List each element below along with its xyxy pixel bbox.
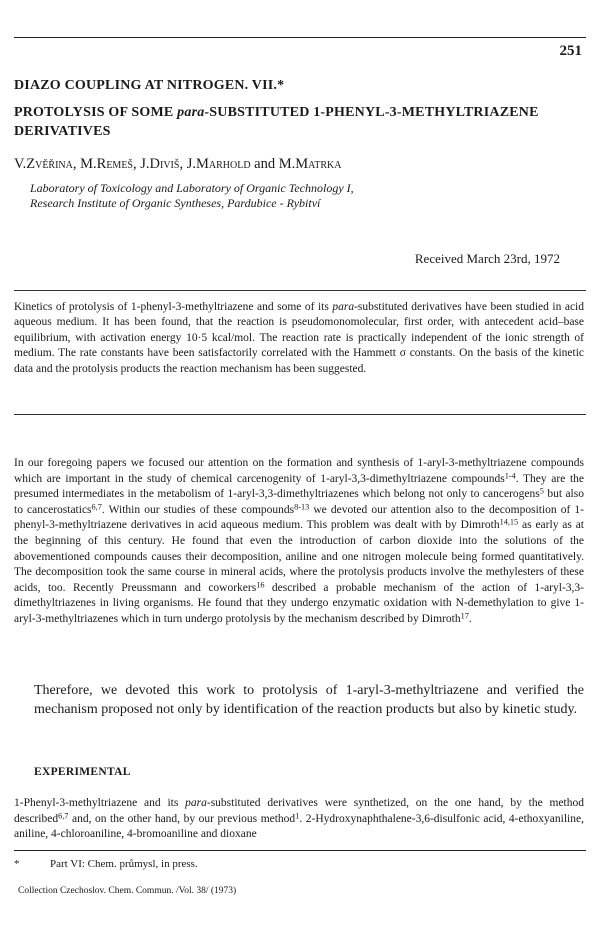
footnote-rule bbox=[14, 850, 586, 851]
header-rule bbox=[14, 37, 586, 38]
title-text-italic: para bbox=[177, 105, 205, 120]
author-4: J.Marhold bbox=[186, 156, 251, 172]
article-title-line-1: DIAZO COUPLING AT NITROGEN. VII.* bbox=[14, 78, 285, 93]
footnote-text: Part VI: Chem. průmysl, in press. bbox=[50, 858, 198, 870]
author-1: V.Zvěřina bbox=[14, 156, 73, 172]
footnote-mark: * bbox=[14, 858, 20, 870]
page-number: 251 bbox=[559, 43, 582, 59]
introduction-paragraph: In our foregoing papers we focused our attention on the formation and synthesis of 1-aryl-3-methyltriazene compounds which are important in the study of chemical carcenogenity of 1-aryl-3,3-dimethyltriazene compounds$^{1-4}$. They are the presumed intermediates in the metabolism of 1-aryl-3,3-dimethyltriazenes which belong not only to cancerogens$^5$ but also to cancerostatics$^{6,7}$. Within our studies of these compounds$^{8-13}$ we devoted our attention also to the decomposition of 1-phenyl-3-methyltriazene derivatives in acid aqueous medium. This problem was dealt with by Dimroth$^{14,15}$ as early as at the beginning of this century. He found that even the introduction of carbon dioxide into the solutions of the abovementioned compounds causes their decomposition, aniline and one nitrogen molecule being formed quantitatively. The decomposition took the same course in mineral acids, where the protolysis products involve the methylesters of these acids, too. Recently Preussmann and coworkers$^{16}$ described a probable mechanism of the action of 1-aryl-3,3-dimethyltriazenes in living organisms. He found that they undergo enzymatic oxidation with N-demethylation to give 1-aryl-3-methyltriazenes which in turn undergo protolysis by the mechanism described by Dimroth$^{17}$. bbox=[14, 457, 585, 625]
author-2: M.Remeš bbox=[80, 156, 133, 172]
received-date: Received March 23rd, 1972 bbox=[414, 251, 560, 266]
journal-citation: Collection Czechoslov. Chem. Commun. /Vol. 38/ (1973) bbox=[18, 886, 237, 896]
abstract: Kinetics of protolysis of 1-phenyl-3-methyltriazene and some of its para-substituted derivatives have been studied in acid aqueous medium. It has been found, that the reaction is pseudomonomolecular, first order, with antecedent acid–base equilibrium, with activation energy 10·5 kcal/mol. The reaction rate is practically independent of the ionic strength of medium. The rate constants have been satisfactorily correlated with the Hammett σ constants. On the basis of the kinetic data and the protolysis products the reaction mechanism has been suggested. bbox=[14, 301, 584, 375]
title-text-post: -SUBSTITUTED 1-PHENYL-3-METHYLTRIAZENE DERIVATIVES bbox=[14, 105, 539, 139]
section-heading-experimental: EXPERIMENTAL bbox=[34, 766, 131, 778]
experimental-paragraph: 1-Phenyl-3-methyltriazene and its para-substituted derivatives were synthetized, on the one hand, by the method described$^{6,7}$ and, on the other hand, by our previous method$^1$. 2-Hydroxynaphthalene-3,6-disulfonic acid, 4-ethoxyaniline, aniline, 4-chloroaniline, 4-bromoaniline and dioxane bbox=[14, 797, 585, 841]
author-5: M.Matrka bbox=[278, 156, 342, 172]
article-title-line-2 bbox=[14, 103, 584, 141]
author-list: V.Zvěřina, M.Remeš, J.Diviš, J.Marhold and M.Matrka bbox=[14, 156, 342, 172]
affiliation bbox=[30, 181, 590, 211]
aim-paragraph: Therefore, we devoted this work to protolysis of 1-aryl-3-methyltriazene and verified the mechanism proposed not only by identification of the reaction products but also by kinetic study. bbox=[34, 683, 584, 717]
title-text-pre: PROTOLYSIS OF SOME bbox=[14, 105, 178, 120]
abstract-bottom-rule bbox=[14, 414, 586, 415]
author-3: J.Diviš bbox=[140, 156, 180, 172]
affiliation-line-1: Laboratory of Toxicology and Laboratory of Organic Technology I, bbox=[30, 181, 354, 195]
abstract-top-rule bbox=[14, 290, 586, 291]
footnote bbox=[14, 858, 198, 870]
affiliation-line-2: Research Institute of Organic Syntheses, Pardubice - Rybitví bbox=[30, 196, 321, 210]
